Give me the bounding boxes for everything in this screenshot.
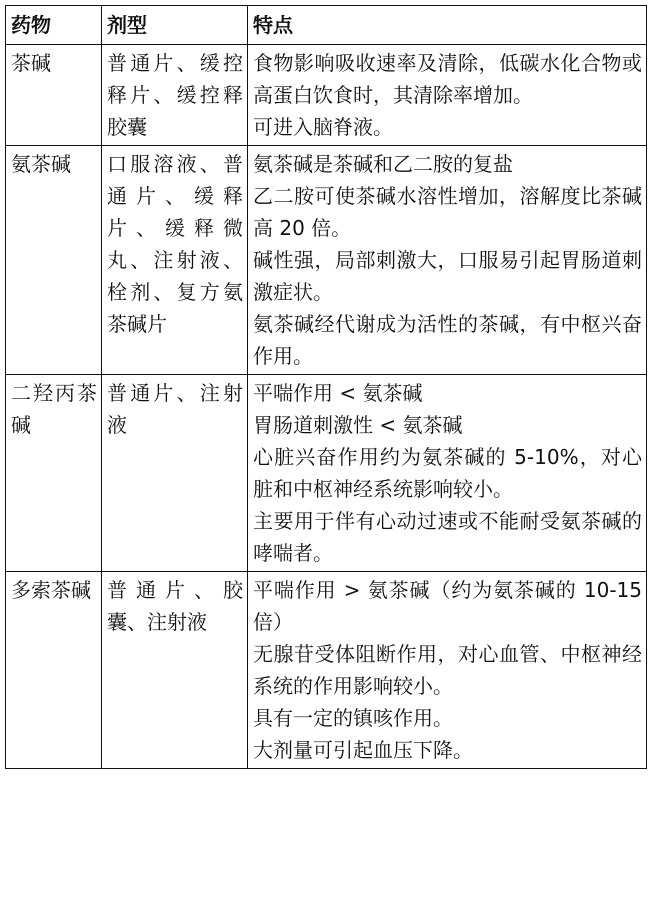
table-row [6, 375, 647, 572]
drug-name-cell: 二羟丙茶碱 [6, 375, 102, 572]
drug-comparison-table [5, 5, 647, 769]
feature-line: 氨茶碱是茶碱和乙二胺的复盐 [253, 152, 513, 176]
table-row [6, 45, 647, 146]
dosage-form-cell: 口服溶液、普通片、缓释片、缓释微丸、注射液、栓剂、复方氨茶碱片 [102, 146, 248, 375]
features-cell [248, 375, 647, 572]
feature-line: 胃肠道刺激性 < 氨茶碱 [253, 413, 463, 437]
table-row [6, 146, 647, 375]
features-cell [248, 572, 647, 769]
drug-name-cell: 氨茶碱 [6, 146, 102, 375]
feature-line: 碱性强，局部刺激大，口服易引起胃肠道刺激症状。 [253, 248, 642, 304]
feature-line: 乙二胺可使茶碱水溶性增加，溶解度比茶碱高 20 倍。 [253, 184, 642, 240]
feature-line: 可进入脑脊液。 [253, 115, 393, 139]
feature-line: 心脏兴奋作用约为氨茶碱的 5-10%，对心脏和中枢神经系统影响较小。 [253, 445, 642, 501]
feature-line: 大剂量可引起血压下降。 [253, 738, 473, 762]
features-cell [248, 146, 647, 375]
drug-name-cell: 多索茶碱 [6, 572, 102, 769]
header-drug: 药物 [6, 6, 102, 45]
drug-name-cell: 茶碱 [6, 45, 102, 146]
feature-line: 平喘作用 < 氨茶碱 [253, 381, 423, 405]
features-cell [248, 45, 647, 146]
feature-line: 无腺苷受体阻断作用，对心血管、中枢神经系统的作用影响较小。 [253, 642, 642, 698]
feature-line: 具有一定的镇咳作用。 [253, 706, 453, 730]
header-form: 剂型 [102, 6, 248, 45]
feature-line: 氨茶碱经代谢成为活性的茶碱，有中枢兴奋作用。 [253, 312, 642, 368]
dosage-form-cell: 普通片、胶囊、注射液 [102, 572, 248, 769]
header-features: 特点 [248, 6, 647, 45]
dosage-form-cell: 普通片、缓控释片、缓控释胶囊 [102, 45, 248, 146]
header-row [6, 6, 647, 45]
feature-line: 平喘作用 > 氨茶碱（约为氨茶碱的 10-15 倍） [253, 578, 642, 634]
feature-line: 食物影响吸收速率及清除，低碳水化合物或高蛋白饮食时，其清除率增加。 [253, 51, 642, 107]
table-row [6, 572, 647, 769]
feature-line: 主要用于伴有心动过速或不能耐受氨茶碱的哮喘者。 [253, 509, 642, 565]
dosage-form-cell: 普通片、注射液 [102, 375, 248, 572]
